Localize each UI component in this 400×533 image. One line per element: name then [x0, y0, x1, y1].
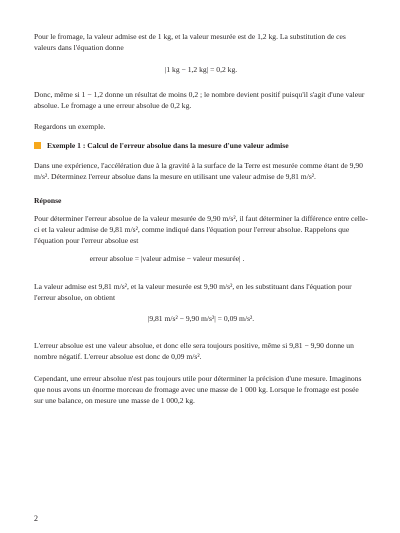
paragraph-positive-result: L'erreur absolue est une valeur absolue, et donc elle sera toujours positive, même si 9,81 − 9,90 donne un nombre négatif. L'erreur absolue est donc de 0,09 m/s². — [34, 341, 354, 361]
example-marker-icon — [34, 142, 41, 149]
paragraph-cheese-values: Pour le fromage, la valeur admise est de 1 kg, et la valeur mesurée est de 1,2 kg. La substitution de ces valeurs dans l'équation donne — [34, 32, 346, 52]
paragraph-cheese-large: Cependant, une erreur absolue n'est pas toujours utile pour déterminer la précision d'une mesure. Imaginons que nous avons un énorme morceau de fromage avec une masse de 1 000 kg. Lorsque le fromage est posée sur une balance, on mesure une masse de 1 000,2 kg. — [34, 374, 362, 405]
paragraph-example-statement: Dans une expérience, l'accélération due à la gravité à la surface de la Terre est mesurée comme étant de 9,90 m/s². Déterminez l'erreur absolue dans la mesure en utilisant une valeur admise de 9,81 m/s². — [34, 161, 363, 181]
paragraph-cheese-conclusion: Donc, même si 1 − 1,2 donne un résultat de moins 0,2 ; le nombre devient positif puisqu'il s'agit d'une valeur absolue. Le fromage a une erreur absolue de 0,2 kg. — [34, 90, 365, 110]
paragraph-answer-method: Pour déterminer l'erreur absolue de la valeur mesurée de 9,90 m/s², il faut déterminer la différence entre celle-ci et la valeur admise de 9,81 m/s², comme indiqué dans l'équation pour l'erreur absolue. Rappelons que l'équation pour l'erreur absolue est — [34, 214, 368, 245]
example-heading-text: Exemple 1 : Calcul de l'erreur absolue dans la mesure d'une valeur admise — [47, 141, 289, 150]
equation-absolute-error-definition: erreur absolue = |valeur admise − valeur mesurée| . — [89, 254, 245, 263]
answer-heading: Réponse — [34, 196, 62, 205]
equation-gravity-error: |9,81 m/s² − 9,90 m/s²| = 0,09 m/s². — [147, 314, 255, 323]
paragraph-example-intro: Regardons un exemple. — [34, 122, 106, 131]
paragraph-substitution: La valeur admise est 9,81 m/s², et la valeur mesurée est 9,90 m/s², en les substituant dans l'équation pour l'erreur absolue, on obtient — [34, 282, 352, 302]
page-number: 2 — [34, 514, 38, 523]
equation-cheese-error: |1 kg − 1,2 kg| = 0,2 kg. — [164, 65, 238, 74]
example-heading — [34, 140, 368, 151]
